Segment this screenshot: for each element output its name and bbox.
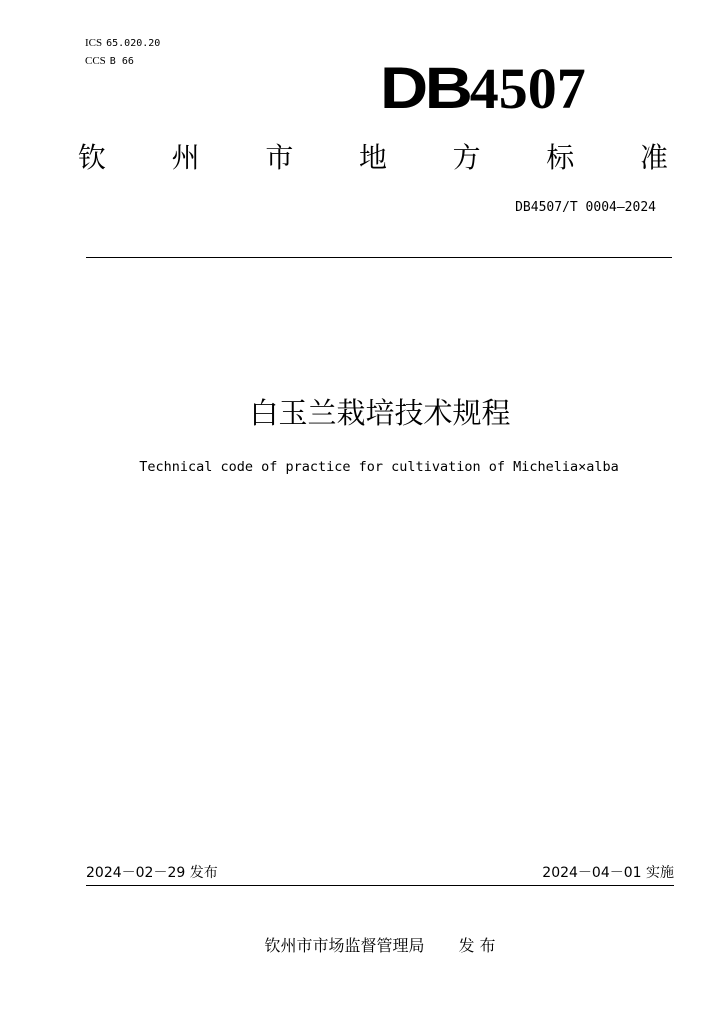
standard-number: DB4507/T 0004—2024 bbox=[515, 200, 656, 215]
standard-type-char: 地 bbox=[358, 141, 387, 174]
standard-type-char: 钦 bbox=[78, 141, 107, 174]
standard-type-char: 准 bbox=[639, 141, 668, 174]
publication-date: 2024－02－29 发布 bbox=[86, 865, 218, 881]
header-divider bbox=[86, 257, 672, 258]
ccs-classification bbox=[85, 54, 134, 69]
issuing-authority bbox=[0, 935, 724, 957]
db-logo-number: 4507 bbox=[469, 56, 586, 121]
db-standard-logo bbox=[380, 56, 620, 121]
ics-classification bbox=[85, 36, 160, 51]
db-logo-prefix: DB bbox=[380, 56, 470, 121]
ccs-label: CCS bbox=[85, 55, 106, 67]
issuer-name: 钦州市市场监督管理局 bbox=[264, 936, 425, 955]
ics-label: ICS bbox=[85, 37, 103, 49]
standard-type-char: 州 bbox=[171, 141, 200, 174]
standard-type-char: 市 bbox=[265, 141, 294, 174]
ics-code: 65.020.20 bbox=[106, 38, 161, 49]
document-title-chinese: 白玉兰栽培技术规程 bbox=[249, 396, 511, 430]
standard-type-char: 方 bbox=[452, 141, 481, 174]
document-title-english: Technical code of practice for cultivation of Michelia×alba bbox=[139, 459, 619, 475]
footer-divider bbox=[86, 885, 674, 886]
effective-date: 2024－04－01 实施 bbox=[542, 865, 674, 881]
standard-type-char: 标 bbox=[546, 141, 575, 174]
issuer-action: 发 布 bbox=[458, 936, 496, 955]
standard-type-heading bbox=[78, 138, 668, 178]
ccs-code: B 66 bbox=[109, 56, 134, 67]
